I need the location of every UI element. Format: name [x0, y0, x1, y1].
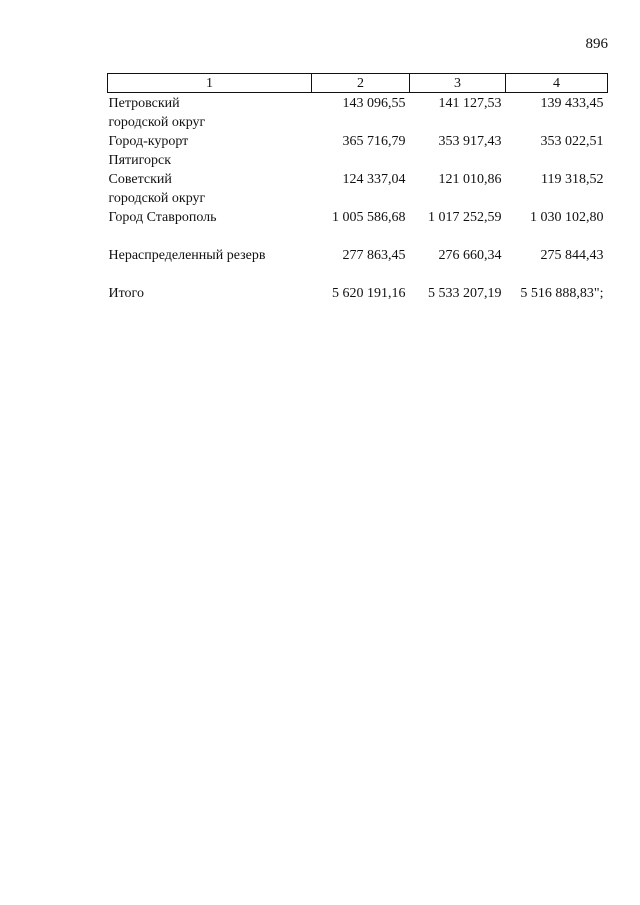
header-col-2: 2 — [312, 74, 410, 93]
row-value-col-4: 139 433,45 — [540, 96, 604, 111]
header-row — [108, 74, 608, 93]
row-name-line: Петровский — [108, 96, 180, 111]
row-value-col-3: 5 533 207,19 — [428, 286, 502, 301]
row-value-col-4: 353 022,51 — [540, 134, 604, 149]
row-value-col-2: 365 716,79 — [342, 134, 406, 149]
row-name — [108, 208, 312, 227]
row-name-line: Советский — [108, 172, 172, 187]
row-name-line: городской округ — [108, 191, 206, 206]
page-number: 896 — [585, 36, 608, 52]
row-value-col-4: 5 516 888,83"; — [520, 286, 604, 301]
header-col-4: 4 — [506, 74, 608, 93]
row-value-col-4: 119 318,52 — [541, 172, 604, 187]
budget-table-container — [107, 73, 607, 303]
row-value-col-4: 275 844,43 — [540, 248, 604, 263]
table-row — [108, 93, 608, 133]
row-name — [108, 170, 312, 208]
row-value-col-2: 277 863,45 — [342, 248, 406, 263]
row-value-col-3: 121 010,86 — [438, 172, 502, 187]
table-row — [108, 170, 608, 208]
row-name — [108, 132, 312, 170]
table-row — [108, 246, 608, 265]
row-name-line: городской округ — [108, 115, 206, 130]
row-name — [108, 246, 312, 265]
header-col-3: 3 — [410, 74, 506, 93]
row-value-col-4: 1 030 102,80 — [530, 210, 604, 225]
row-name-line: Нераспределенный резерв — [108, 248, 266, 263]
row-value-col-3: 276 660,34 — [438, 248, 502, 263]
row-name-line: Итого — [108, 286, 144, 301]
row-name-line: Пятигорск — [108, 153, 172, 168]
table-row — [108, 208, 608, 227]
row-name-line: Город-курорт — [108, 134, 189, 149]
row-value-col-3: 141 127,53 — [438, 96, 502, 111]
spacer-row — [108, 265, 608, 284]
row-name — [108, 93, 312, 133]
row-value-col-2: 143 096,55 — [342, 96, 406, 111]
spacer-row — [108, 227, 608, 246]
table-body — [108, 93, 608, 304]
row-name — [108, 284, 312, 303]
row-value-col-3: 1 017 252,59 — [428, 210, 502, 225]
table-row-total — [108, 284, 608, 303]
row-value-col-2: 124 337,04 — [342, 172, 406, 187]
budget-table — [107, 73, 608, 303]
row-name-line: Город Ставрополь — [108, 210, 217, 225]
table-header — [108, 74, 608, 93]
table-row — [108, 132, 608, 170]
row-value-col-2: 1 005 586,68 — [332, 210, 406, 225]
header-col-1: 1 — [108, 74, 312, 93]
row-value-col-2: 5 620 191,16 — [332, 286, 406, 301]
row-value-col-3: 353 917,43 — [438, 134, 502, 149]
